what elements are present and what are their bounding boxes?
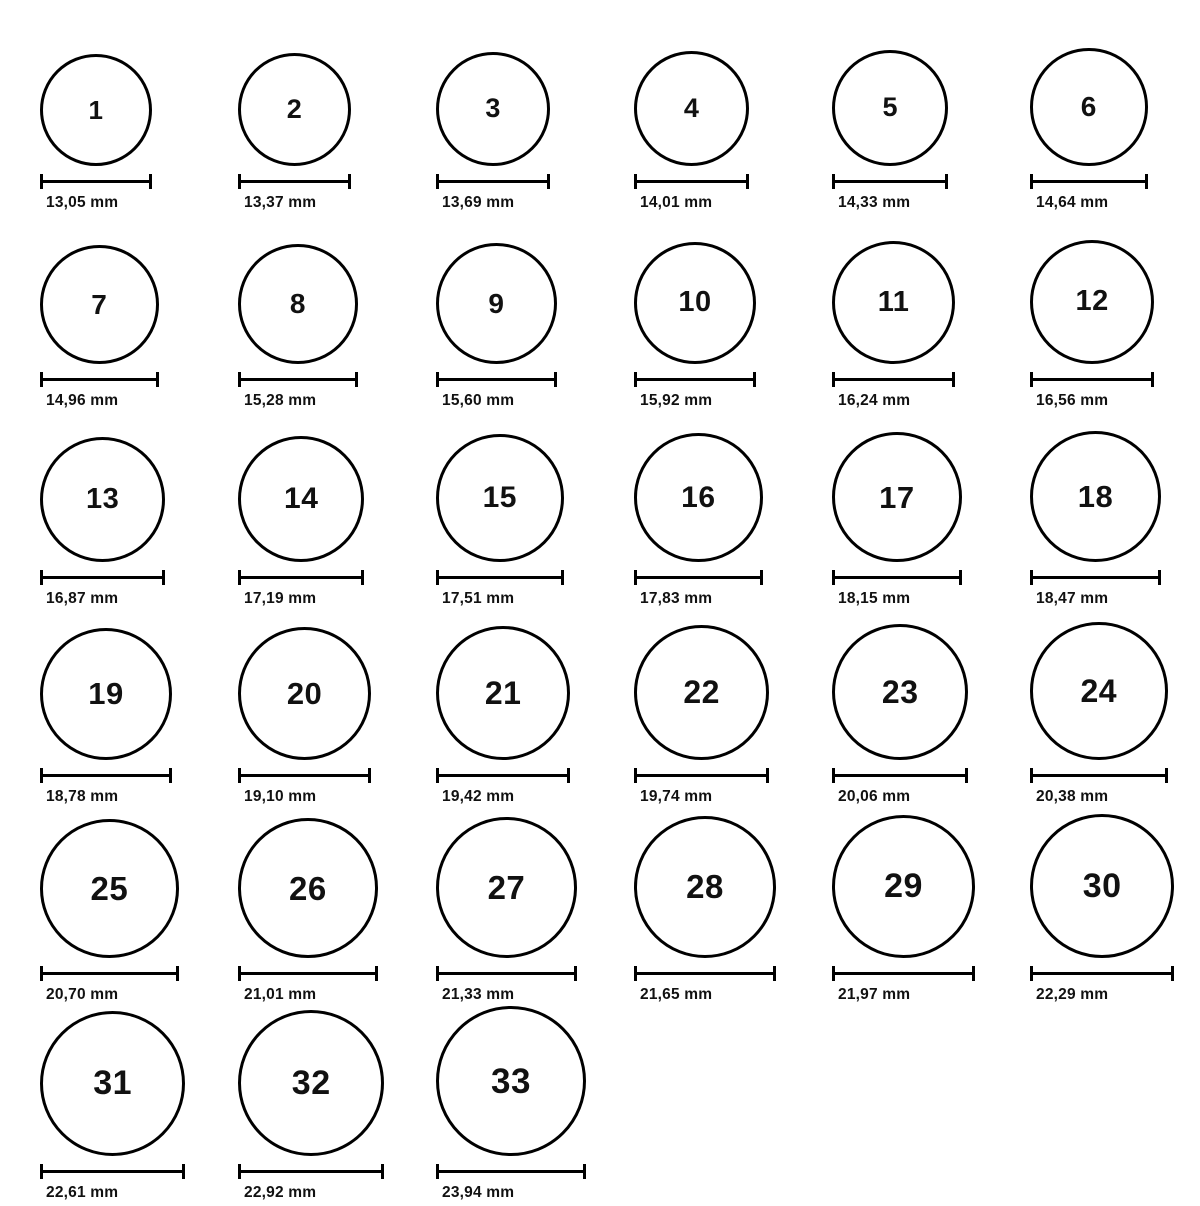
ring-cell <box>1018 216 1200 414</box>
ring-circle[interactable] <box>1030 622 1168 760</box>
measure-line <box>832 972 975 975</box>
diameter-value-label: 13,37 mm <box>244 194 317 211</box>
diameter-value-label: 14,64 mm <box>1036 194 1109 211</box>
ring-circle[interactable] <box>832 432 962 562</box>
ring-circle-wrap <box>820 612 1010 762</box>
measure-tick-left <box>1030 966 1033 981</box>
ring-circle[interactable] <box>436 52 550 166</box>
ring-circle[interactable] <box>40 628 172 760</box>
ring-size-label: 19 <box>88 676 124 712</box>
measure-line <box>238 576 364 579</box>
diameter-value-label: 21,33 mm <box>442 986 515 1003</box>
ring-size-label: 13 <box>86 482 120 515</box>
diameter-value-label: 22,29 mm <box>1036 986 1109 1003</box>
measure-line <box>436 1170 586 1173</box>
ring-circle-wrap <box>622 414 812 564</box>
ring-circle-wrap <box>226 18 416 168</box>
measure-tick-left <box>1030 768 1033 783</box>
ring-size-label: 3 <box>485 93 501 124</box>
diameter-measure-bar <box>238 966 378 980</box>
diameter-measure-bar <box>238 570 364 584</box>
ring-cell <box>226 612 416 810</box>
measure-tick-right <box>156 372 159 387</box>
measure-tick-right <box>182 1164 185 1179</box>
measure-tick-left <box>238 966 241 981</box>
measure-tick-left <box>1030 570 1033 585</box>
diameter-value-label: 18,15 mm <box>838 590 911 607</box>
measure-line <box>40 774 172 777</box>
measure-tick-left <box>40 372 43 387</box>
ring-cell <box>1018 612 1200 810</box>
measure-tick-left <box>634 174 637 189</box>
measure-tick-right <box>959 570 962 585</box>
measure-tick-right <box>361 570 364 585</box>
ring-cell <box>622 216 812 414</box>
measure-tick-right <box>583 1164 586 1179</box>
diameter-value-label: 17,83 mm <box>640 590 713 607</box>
ring-circle[interactable] <box>1030 814 1174 958</box>
ring-circle-wrap <box>424 18 614 168</box>
measure-tick-left <box>634 570 637 585</box>
diameter-measure-bar <box>634 768 769 782</box>
measure-line <box>634 180 749 183</box>
ring-cell <box>28 414 218 612</box>
ring-cell <box>820 612 1010 810</box>
ring-cell <box>28 18 218 216</box>
ring-circle[interactable] <box>40 1011 185 1156</box>
ring-cell <box>424 1008 614 1206</box>
ring-circle[interactable] <box>634 51 749 166</box>
ring-size-label: 12 <box>1075 285 1109 318</box>
measure-line <box>1030 972 1174 975</box>
ring-size-label: 26 <box>289 869 327 907</box>
diameter-value-label: 14,33 mm <box>838 194 911 211</box>
ring-circle-wrap <box>622 18 812 168</box>
measure-line <box>40 378 159 381</box>
measure-tick-left <box>436 174 439 189</box>
measure-line <box>634 774 769 777</box>
diameter-measure-bar <box>1030 768 1168 782</box>
ring-cell <box>226 18 416 216</box>
measure-line <box>238 972 378 975</box>
diameter-value-label: 17,51 mm <box>442 590 515 607</box>
diameter-value-label: 18,78 mm <box>46 788 119 805</box>
ring-circle-wrap <box>1018 18 1200 168</box>
ring-circle[interactable] <box>238 818 378 958</box>
ring-size-label: 22 <box>683 674 720 711</box>
ring-circle-wrap <box>226 1008 416 1158</box>
measure-tick-right <box>368 768 371 783</box>
measure-tick-right <box>766 768 769 783</box>
measure-tick-right <box>547 174 550 189</box>
ring-cell <box>226 414 416 612</box>
measure-tick-left <box>832 174 835 189</box>
measure-tick-right <box>1165 768 1168 783</box>
ring-size-label: 9 <box>488 287 505 319</box>
measure-tick-right <box>773 966 776 981</box>
ring-circle-wrap <box>226 414 416 564</box>
ring-circle[interactable] <box>238 244 358 364</box>
measure-line <box>634 378 756 381</box>
ring-circle-wrap <box>226 216 416 366</box>
ring-circle[interactable] <box>436 817 577 958</box>
ring-cell <box>424 216 614 414</box>
diameter-measure-bar <box>832 768 968 782</box>
ring-size-label: 24 <box>1080 673 1118 710</box>
ring-cell <box>622 810 812 1008</box>
diameter-value-label: 20,38 mm <box>1036 788 1109 805</box>
measure-tick-left <box>40 1164 43 1179</box>
ring-circle[interactable] <box>1030 240 1154 364</box>
diameter-measure-bar <box>238 174 351 188</box>
ring-circle[interactable] <box>1030 431 1161 562</box>
measure-tick-right <box>149 174 152 189</box>
measure-tick-left <box>436 372 439 387</box>
ring-cell <box>424 612 614 810</box>
measure-tick-right <box>746 174 749 189</box>
ring-circle-wrap <box>424 216 614 366</box>
measure-tick-right <box>169 768 172 783</box>
diameter-measure-bar <box>436 174 550 188</box>
diameter-measure-bar <box>238 372 358 386</box>
diameter-measure-bar <box>1030 174 1148 188</box>
measure-tick-left <box>634 372 637 387</box>
ring-circle-wrap <box>820 216 1010 366</box>
ring-cell <box>1018 18 1200 216</box>
diameter-measure-bar <box>40 570 165 584</box>
ring-size-label: 1 <box>88 95 104 125</box>
diameter-measure-bar <box>40 372 159 386</box>
ring-size-label: 16 <box>681 480 716 514</box>
ring-circle-wrap <box>226 810 416 960</box>
diameter-measure-bar <box>832 966 975 980</box>
measure-line <box>238 1170 384 1173</box>
ring-cell <box>226 1008 416 1206</box>
diameter-measure-bar <box>832 174 948 188</box>
diameter-value-label: 21,01 mm <box>244 986 317 1003</box>
measure-tick-left <box>40 966 43 981</box>
diameter-measure-bar <box>832 570 962 584</box>
ring-circle[interactable] <box>832 624 968 760</box>
measure-line <box>634 972 776 975</box>
ring-circle[interactable] <box>634 433 763 562</box>
measure-tick-right <box>561 570 564 585</box>
ring-cell <box>226 216 416 414</box>
measure-line <box>40 972 179 975</box>
ring-circle-wrap <box>424 810 614 960</box>
measure-tick-right <box>972 966 975 981</box>
diameter-value-label: 19,74 mm <box>640 788 713 805</box>
measure-line <box>832 180 948 183</box>
ring-circle[interactable] <box>436 243 557 364</box>
ring-size-label: 20 <box>286 675 323 711</box>
ring-circle-wrap <box>28 810 218 960</box>
ring-circle-wrap <box>1018 216 1200 366</box>
ring-size-label: 6 <box>1080 91 1097 123</box>
ring-size-label: 30 <box>1082 866 1122 905</box>
ring-size-label: 23 <box>881 673 919 710</box>
measure-tick-left <box>40 570 43 585</box>
ring-circle[interactable] <box>634 625 769 760</box>
measure-line <box>1030 378 1154 381</box>
diameter-value-label: 14,01 mm <box>640 194 713 211</box>
diameter-value-label: 15,60 mm <box>442 392 515 409</box>
diameter-value-label: 14,96 mm <box>46 392 119 409</box>
measure-tick-left <box>832 570 835 585</box>
ring-size-label: 25 <box>90 870 129 908</box>
measure-tick-right <box>375 966 378 981</box>
measure-tick-left <box>634 966 637 981</box>
ring-size-label: 14 <box>284 481 319 515</box>
diameter-value-label: 16,87 mm <box>46 590 119 607</box>
measure-line <box>1030 576 1161 579</box>
diameter-value-label: 15,28 mm <box>244 392 317 409</box>
measure-tick-right <box>952 372 955 387</box>
ring-circle[interactable] <box>238 436 364 562</box>
ring-size-label: 21 <box>484 674 522 711</box>
measure-tick-right <box>567 768 570 783</box>
ring-circle[interactable] <box>436 1006 586 1156</box>
diameter-measure-bar <box>1030 966 1174 980</box>
ring-size-label: 28 <box>686 868 724 906</box>
ring-cell <box>622 18 812 216</box>
diameter-value-label: 21,65 mm <box>640 986 713 1003</box>
diameter-value-label: 23,94 mm <box>442 1184 515 1201</box>
diameter-measure-bar <box>436 570 564 584</box>
measure-tick-left <box>1030 174 1033 189</box>
diameter-measure-bar <box>634 570 763 584</box>
ring-circle[interactable] <box>40 54 152 166</box>
measure-line <box>436 972 577 975</box>
ring-cell <box>28 1008 218 1206</box>
measure-line <box>436 774 570 777</box>
diameter-value-label: 16,24 mm <box>838 392 911 409</box>
measure-tick-left <box>238 174 241 189</box>
ring-circle[interactable] <box>238 53 351 166</box>
ring-size-label: 4 <box>683 92 700 123</box>
ring-circle[interactable] <box>40 245 159 364</box>
diameter-measure-bar <box>832 372 955 386</box>
diameter-value-label: 16,56 mm <box>1036 392 1109 409</box>
measure-tick-left <box>436 1164 439 1179</box>
ring-size-label: 18 <box>1077 479 1114 515</box>
measure-tick-right <box>1145 174 1148 189</box>
measure-tick-right <box>945 174 948 189</box>
diameter-measure-bar <box>238 1164 384 1178</box>
measure-line <box>436 378 557 381</box>
ring-size-label: 15 <box>482 481 517 515</box>
measure-line <box>832 576 962 579</box>
diameter-value-label: 20,06 mm <box>838 788 911 805</box>
ring-circle[interactable] <box>40 437 165 562</box>
diameter-measure-bar <box>436 768 570 782</box>
ring-circle-wrap <box>28 414 218 564</box>
ring-circle-wrap <box>820 18 1010 168</box>
ring-cell <box>622 612 812 810</box>
measure-tick-right <box>554 372 557 387</box>
ring-size-label: 27 <box>487 869 526 907</box>
ring-circle-wrap <box>28 612 218 762</box>
diameter-value-label: 22,92 mm <box>244 1184 317 1201</box>
measure-line <box>436 180 550 183</box>
measure-line <box>436 576 564 579</box>
ring-circle[interactable] <box>832 815 975 958</box>
diameter-measure-bar <box>634 174 749 188</box>
measure-tick-left <box>1030 372 1033 387</box>
measure-tick-right <box>753 372 756 387</box>
ring-cell <box>424 18 614 216</box>
ring-size-label: 7 <box>91 288 108 320</box>
diameter-value-label: 17,19 mm <box>244 590 317 607</box>
measure-line <box>1030 180 1148 183</box>
measure-line <box>238 180 351 183</box>
measure-line <box>40 1170 185 1173</box>
diameter-measure-bar <box>1030 570 1161 584</box>
ring-size-label: 32 <box>291 1063 331 1102</box>
diameter-measure-bar <box>40 768 172 782</box>
measure-line <box>238 378 358 381</box>
ring-circle-wrap <box>622 810 812 960</box>
ring-circle[interactable] <box>436 626 570 760</box>
measure-tick-right <box>965 768 968 783</box>
diameter-value-label: 13,69 mm <box>442 194 515 211</box>
measure-line <box>238 774 371 777</box>
ring-circle-wrap <box>424 414 614 564</box>
ring-cell <box>424 414 614 612</box>
measure-tick-left <box>238 1164 241 1179</box>
diameter-measure-bar <box>40 174 152 188</box>
measure-tick-right <box>355 372 358 387</box>
ring-size-label: 29 <box>884 867 923 906</box>
ring-circle-wrap <box>1018 612 1200 762</box>
diameter-value-label: 19,42 mm <box>442 788 515 805</box>
ring-circle-wrap <box>820 810 1010 960</box>
ring-cell <box>1018 414 1200 612</box>
diameter-measure-bar <box>436 1164 586 1178</box>
ring-circle-wrap <box>622 216 812 366</box>
measure-tick-left <box>238 372 241 387</box>
ring-circle[interactable] <box>238 627 371 760</box>
measure-tick-left <box>436 768 439 783</box>
ring-size-label: 10 <box>678 286 712 319</box>
measure-tick-left <box>40 768 43 783</box>
diameter-measure-bar <box>634 372 756 386</box>
ring-size-label: 5 <box>882 92 898 123</box>
ring-circle-wrap <box>622 612 812 762</box>
ring-cell <box>424 810 614 1008</box>
ring-circle[interactable] <box>634 242 756 364</box>
ring-circle-wrap <box>28 1008 218 1158</box>
diameter-value-label: 13,05 mm <box>46 194 119 211</box>
measure-tick-left <box>634 768 637 783</box>
ring-circle-wrap <box>28 216 218 366</box>
ring-circle[interactable] <box>634 816 776 958</box>
ring-circle-wrap <box>424 612 614 762</box>
ring-circle-wrap <box>424 1008 614 1158</box>
measure-tick-left <box>436 570 439 585</box>
ring-circle-wrap <box>28 18 218 168</box>
ring-circle-wrap <box>226 612 416 762</box>
measure-tick-left <box>832 372 835 387</box>
diameter-measure-bar <box>40 1164 185 1178</box>
measure-tick-right <box>574 966 577 981</box>
ring-circle[interactable] <box>832 50 948 166</box>
diameter-value-label: 18,47 mm <box>1036 590 1109 607</box>
measure-tick-left <box>40 174 43 189</box>
measure-tick-right <box>381 1164 384 1179</box>
diameter-measure-bar <box>40 966 179 980</box>
ring-cell <box>28 216 218 414</box>
ring-size-label: 33 <box>491 1061 531 1101</box>
ring-size-label: 31 <box>93 1064 133 1103</box>
measure-tick-right <box>1151 372 1154 387</box>
ring-cell <box>820 216 1010 414</box>
measure-tick-right <box>1171 966 1174 981</box>
ring-circle[interactable] <box>436 434 564 562</box>
diameter-measure-bar <box>436 372 557 386</box>
diameter-value-label: 15,92 mm <box>640 392 713 409</box>
ring-cell <box>28 612 218 810</box>
measure-line <box>40 576 165 579</box>
diameter-value-label: 21,97 mm <box>838 986 911 1003</box>
diameter-value-label: 20,70 mm <box>46 986 119 1003</box>
measure-tick-left <box>238 570 241 585</box>
measure-tick-left <box>238 768 241 783</box>
measure-tick-right <box>760 570 763 585</box>
ring-circle[interactable] <box>40 819 179 958</box>
ring-cell <box>226 810 416 1008</box>
diameter-measure-bar <box>634 966 776 980</box>
ring-circle-wrap <box>1018 810 1200 960</box>
ring-cell <box>1018 810 1200 1008</box>
diameter-measure-bar <box>1030 372 1154 386</box>
ring-circle[interactable] <box>832 241 955 364</box>
diameter-value-label: 19,10 mm <box>244 788 317 805</box>
measure-tick-right <box>348 174 351 189</box>
ring-circle-wrap <box>820 414 1010 564</box>
diameter-measure-bar <box>238 768 371 782</box>
ring-circle[interactable] <box>238 1010 384 1156</box>
ring-size-label: 17 <box>879 479 915 515</box>
ring-cell <box>820 18 1010 216</box>
measure-tick-right <box>176 966 179 981</box>
ring-cell <box>820 810 1010 1008</box>
ring-cell <box>28 810 218 1008</box>
ring-size-label: 2 <box>286 93 303 124</box>
ring-size-label: 8 <box>289 288 306 320</box>
ring-cell <box>622 414 812 612</box>
measure-line <box>832 378 955 381</box>
ring-circle[interactable] <box>1030 48 1148 166</box>
measure-tick-left <box>832 768 835 783</box>
measure-line <box>1030 774 1168 777</box>
diameter-measure-bar <box>436 966 577 980</box>
measure-line <box>832 774 968 777</box>
diameter-value-label: 22,61 mm <box>46 1184 119 1201</box>
measure-tick-right <box>1158 570 1161 585</box>
measure-tick-left <box>832 966 835 981</box>
ring-size-label: 11 <box>877 285 910 318</box>
ring-circle-wrap <box>1018 414 1200 564</box>
measure-tick-right <box>162 570 165 585</box>
measure-line <box>40 180 152 183</box>
ring-cell <box>820 414 1010 612</box>
measure-tick-left <box>436 966 439 981</box>
measure-line <box>634 576 763 579</box>
